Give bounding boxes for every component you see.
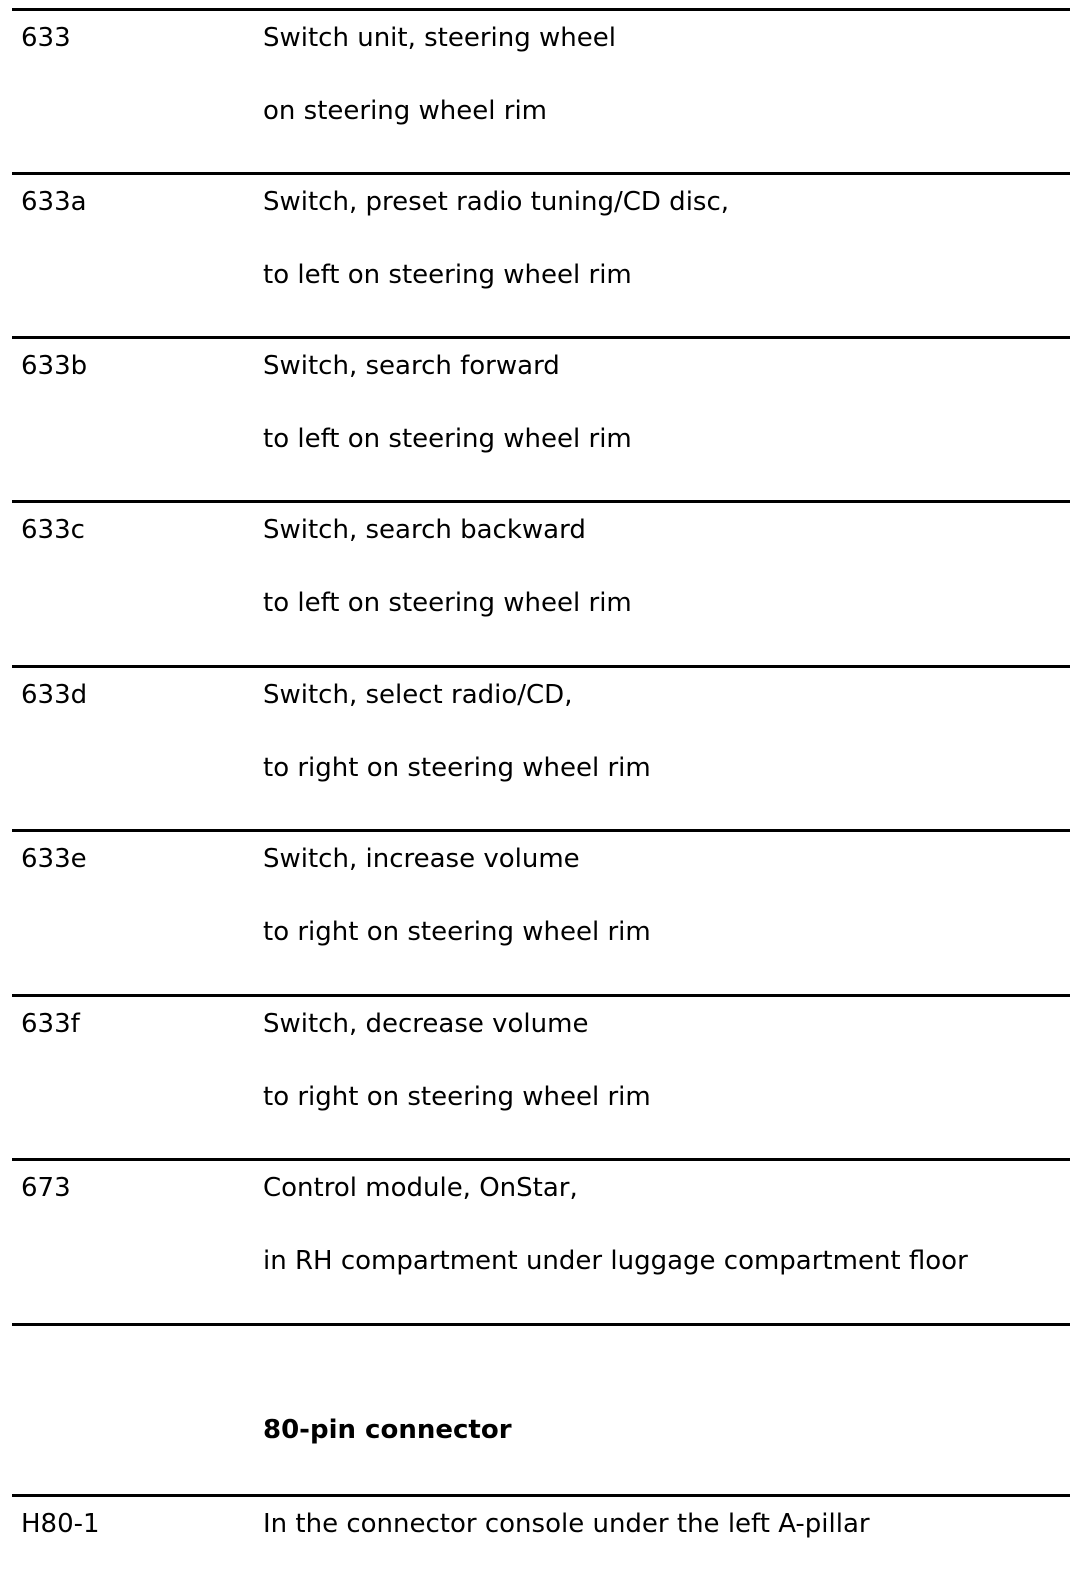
table-row	[12, 829, 1070, 994]
component-description: Switch, decrease volume	[263, 1009, 589, 1039]
component-description: Switch, increase volume	[263, 844, 580, 874]
component-description: Control module, OnStar,	[263, 1173, 578, 1203]
component-code: 633	[21, 23, 71, 53]
component-location: to right on steering wheel rim	[263, 753, 651, 783]
component-location: in RH compartment under luggage compartment floor	[263, 1246, 968, 1276]
component-code: 673	[21, 1173, 71, 1203]
component-code: 633c	[21, 515, 85, 545]
table-row	[12, 1494, 1070, 1594]
component-code: 633e	[21, 844, 87, 874]
table-row	[12, 8, 1070, 173]
component-description: Switch, search forward	[263, 351, 560, 381]
component-code: H80-1	[21, 1509, 100, 1539]
component-code: 633d	[21, 680, 88, 710]
component-location: on steering wheel rim	[263, 96, 548, 126]
table-row	[12, 172, 1070, 337]
table-row	[12, 994, 1070, 1159]
component-location: to left on steering wheel rim	[263, 260, 632, 290]
component-location: to right on steering wheel rim	[263, 1082, 651, 1112]
table-row	[12, 665, 1070, 830]
component-description: Switch, search backward	[263, 515, 586, 545]
component-description: Switch unit, steering wheel	[263, 23, 616, 53]
table-divider	[12, 1323, 1070, 1326]
component-description: Switch, preset radio tuning/CD disc,	[263, 187, 730, 217]
component-code: 633f	[21, 1009, 80, 1039]
table-row	[12, 500, 1070, 665]
component-description: In the connector console under the left A-pillar	[263, 1509, 870, 1539]
component-code: 633a	[21, 187, 87, 217]
component-location: to left on steering wheel rim	[263, 424, 632, 454]
component-location: to right on steering wheel rim	[263, 917, 651, 947]
table-row	[12, 336, 1070, 501]
component-code: 633b	[21, 351, 88, 381]
table-row	[12, 1158, 1070, 1323]
component-description: Switch, select radio/CD,	[263, 680, 573, 710]
section-heading: 80-pin connector	[263, 1415, 512, 1445]
component-location: to left on steering wheel rim	[263, 588, 632, 618]
